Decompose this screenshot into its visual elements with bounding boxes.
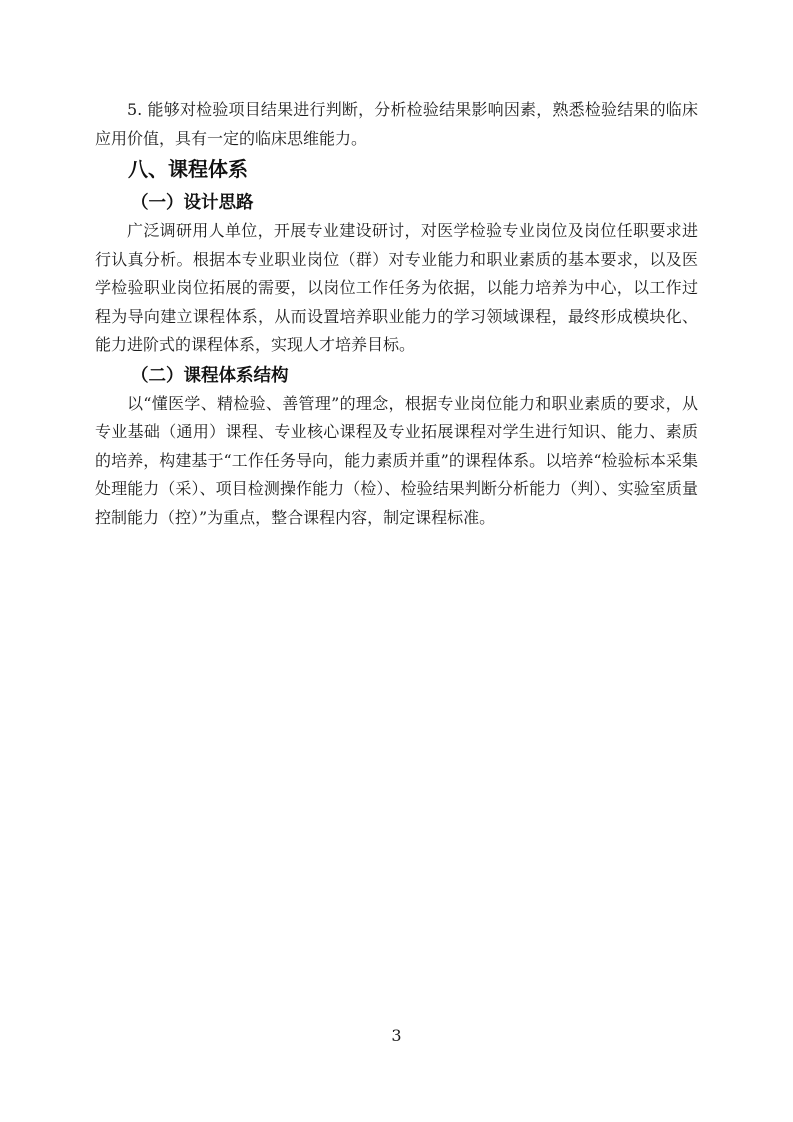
document-content bbox=[95, 96, 698, 532]
paragraph-item-5: 5. 能够对检验项目结果进行判断，分析检验结果影响因素，熟悉检验结果的临床应用价值，具有一定的临床思维能力。 bbox=[95, 100, 698, 148]
section-heading-course-system: 八、课程体系 bbox=[128, 159, 248, 181]
subsection-heading-course-structure: （二）课程体系结构 bbox=[131, 364, 289, 385]
paragraph-design-approach: 广泛调研用人单位，开展专业建设研讨，对医学检验专业岗位及岗位任职要求进行认真分析。根据本专业职业岗位（群）对专业能力和职业素质的基本要求，以及医学检验职业岗位拓展的需要，以岗位工作任务为依据，以能力培养为中心，以工作过程为导向建立课程体系，从而设置培养职业能力的学习领域课程，最终形成模块化、能力进阶式的课程体系，实现人才培养目标。 bbox=[95, 221, 698, 354]
page-number: 3 bbox=[391, 1026, 402, 1045]
subsection-heading-design-approach: （一）设计思路 bbox=[131, 192, 254, 212]
paragraph-course-structure: 以“懂医学、精检验、善管理”的理念，根据专业岗位能力和职业素质的要求，从专业基础（通用）课程、专业核心课程及专业拓展课程对学生进行知识、能力、素质的培养，构建基于“工作任务导向，能力素质并重”的课程体系。以培养“检验标本采集处理能力（采）、项目检测操作能力（检）、检验结果判断分析能力（判）、实验室质量控制能力（控）”为重点，整合课程内容，制定课程标准。 bbox=[95, 393, 698, 527]
